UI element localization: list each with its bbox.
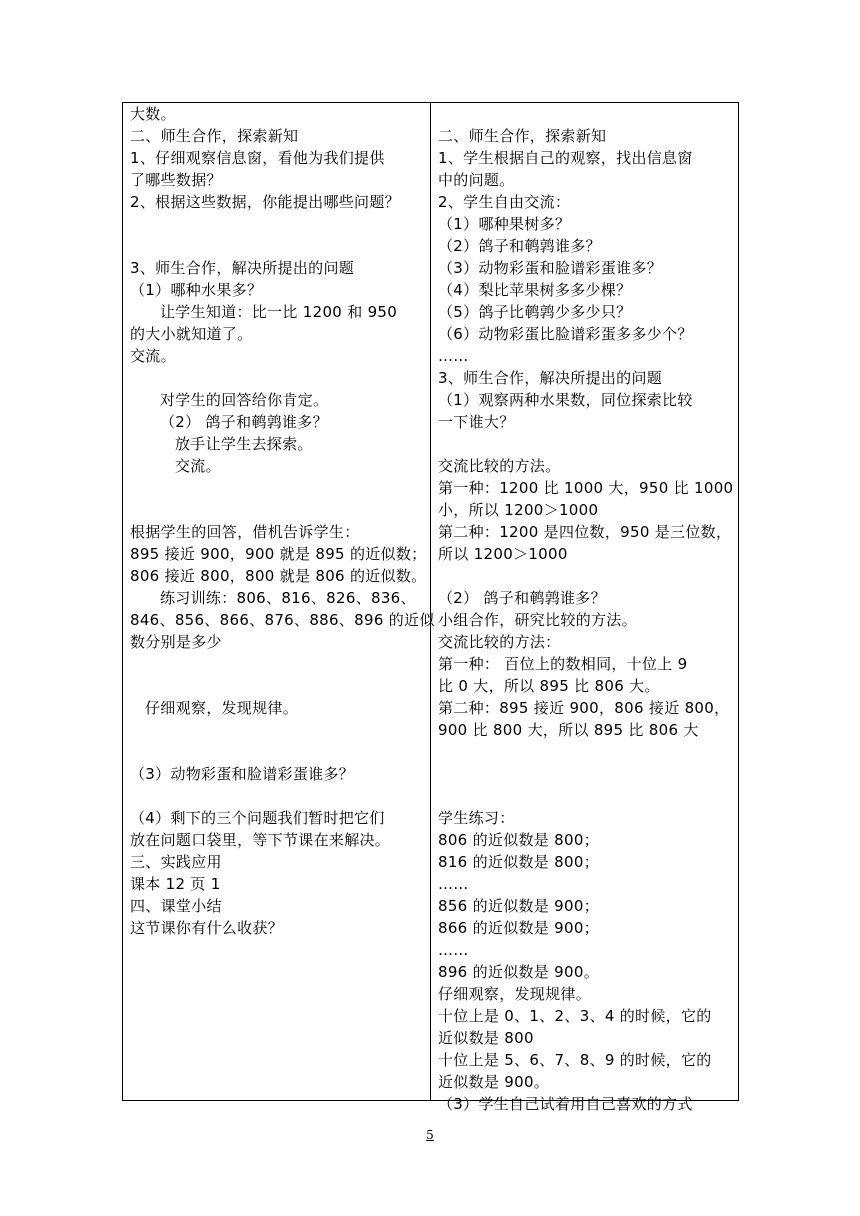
student-text-line: 816 的近似数是 800； — [438, 853, 599, 871]
student-text-line: 806 的近似数是 800； — [438, 831, 599, 849]
student-text-line: 3、师生合作，解决所提出的问题 — [438, 369, 663, 387]
student-text-line: （2） 鸽子和鹌鹑谁多？ — [438, 589, 606, 607]
teacher-text-line: 放在问题口袋里，等下节课在来解决。 — [130, 831, 391, 849]
student-text-line: （3）动物彩蛋和脸谱彩蛋谁多？ — [438, 259, 663, 277]
column-divider — [430, 102, 431, 1101]
student-text-line: 第二种：1200 是四位数，950 是三位数， — [438, 523, 732, 541]
teacher-text-line: 根据学生的回答，借机告诉学生： — [130, 523, 360, 541]
teacher-text-line: 四、课堂小结 — [130, 897, 222, 915]
student-text-line: 十位上是 5、6、7、8、9 的时候，它的 — [438, 1051, 712, 1069]
student-text-line: 二、师生合作，探索新知 — [438, 127, 607, 145]
teacher-text-line: 交流。 — [175, 457, 221, 475]
teacher-text-line: 仔细观察，发现规律。 — [145, 699, 299, 717]
student-text-line: （1）哪种果树多？ — [438, 215, 571, 233]
page-number: 5 — [426, 1128, 434, 1142]
teacher-text-line: 让学生知道：比一比 1200 和 950 — [160, 303, 398, 321]
teacher-text-line: （1）哪种水果多？ — [130, 281, 263, 299]
student-text-line: （2）鸽子和鹌鹑谁多？ — [438, 237, 601, 255]
student-text-line: 学生练习： — [438, 809, 515, 827]
student-text-line: …… — [438, 875, 469, 893]
student-text-line: 896 的近似数是 900。 — [438, 963, 599, 981]
student-text-line: 比 0 大，所以 895 比 806 大。 — [438, 677, 660, 695]
teacher-text-line: 二、师生合作，探索新知 — [130, 127, 299, 145]
teacher-text-line: 三、实践应用 — [130, 853, 222, 871]
teacher-text-line: 895 接近 900，900 就是 895 的近似数； — [130, 545, 427, 563]
student-text-line: 近似数是 900。 — [438, 1073, 550, 1091]
teacher-text-line: 3、师生合作，解决所提出的问题 — [130, 259, 355, 277]
teacher-text-line: 这节课你有什么收获？ — [130, 919, 284, 937]
student-text-line: 1、学生根据自己的观察，找出信息窗 — [438, 149, 693, 167]
student-text-line: （3）学生自己试着用自己喜欢的方式 — [438, 1095, 693, 1113]
student-text-line: 第二种：895 接近 900，806 接近 800， — [438, 699, 730, 717]
student-text-line: 近似数是 800 — [438, 1029, 534, 1047]
student-text-line: （1）观察两种水果数，同位探索比较 — [438, 391, 693, 409]
student-text-line: （4）梨比苹果树多多少棵？ — [438, 281, 632, 299]
teacher-text-line: 课本 12 页 1 — [130, 875, 221, 893]
student-text-line: 交流比较的方法： — [438, 633, 561, 651]
teacher-text-line: 1、仔细观察信息窗，看他为我们提供 — [130, 149, 385, 167]
student-text-line: 856 的近似数是 900； — [438, 897, 599, 915]
student-text-line: 仔细观察，发现规律。 — [438, 985, 592, 1003]
student-text-line: （5）鸽子比鹌鹑少多少只？ — [438, 303, 632, 321]
student-text-line: 小组合作，研究比较的方法。 — [438, 611, 637, 629]
student-text-line: 所以 1200＞1000 — [438, 545, 568, 563]
teacher-text-line: 数分别是多少 — [130, 633, 222, 651]
student-text-line: 900 比 800 大，所以 895 比 806 大 — [438, 721, 699, 739]
teacher-text-line: 846、856、866、876、886、896 的近似 — [130, 611, 435, 629]
student-text-line: 第一种：1200 比 1000 大，950 比 1000 — [438, 479, 734, 497]
student-text-line: …… — [438, 941, 469, 959]
teacher-text-line: 806 接近 800，800 就是 806 的近似数。 — [130, 567, 427, 585]
student-text-line: 866 的近似数是 900； — [438, 919, 599, 937]
teacher-text-line: （3）动物彩蛋和脸谱彩蛋谁多？ — [130, 765, 355, 783]
teacher-text-line: 对学生的回答给你肯定。 — [160, 391, 329, 409]
teacher-text-line: 交流。 — [130, 347, 176, 365]
student-text-line: 中的问题。 — [438, 171, 515, 189]
student-text-line: 2、学生自由交流： — [438, 193, 571, 211]
student-text-line: 交流比较的方法。 — [438, 457, 561, 475]
teacher-text-line: 放手让学生去探索。 — [175, 435, 313, 453]
student-text-line: 十位上是 0、1、2、3、4 的时候，它的 — [438, 1007, 712, 1025]
student-text-line: …… — [438, 347, 469, 365]
teacher-text-line: 了哪些数据？ — [130, 171, 222, 189]
student-text-line: （6）动物彩蛋比脸谱彩蛋多多少个？ — [438, 325, 693, 343]
teacher-text-line: （2） 鸽子和鹌鹑谁多？ — [160, 413, 328, 431]
teacher-text-line: （4）剩下的三个问题我们暂时把它们 — [130, 809, 385, 827]
student-activities-column — [438, 103, 736, 1113]
teacher-text-line: 的大小就知道了。 — [130, 325, 253, 343]
teacher-text-line: 练习训练：806、816、826、836、 — [160, 589, 416, 607]
student-text-line: 第一种： 百位上的数相同，十位上 9 — [438, 655, 688, 673]
teacher-text-line: 2、根据这些数据，你能提出哪些问题？ — [130, 193, 400, 211]
teacher-activities-column — [130, 103, 435, 1101]
teacher-text-line: 大数。 — [130, 105, 176, 123]
student-text-line: 一下谁大？ — [438, 413, 515, 431]
student-text-line: 小，所以 1200＞1000 — [438, 501, 599, 519]
